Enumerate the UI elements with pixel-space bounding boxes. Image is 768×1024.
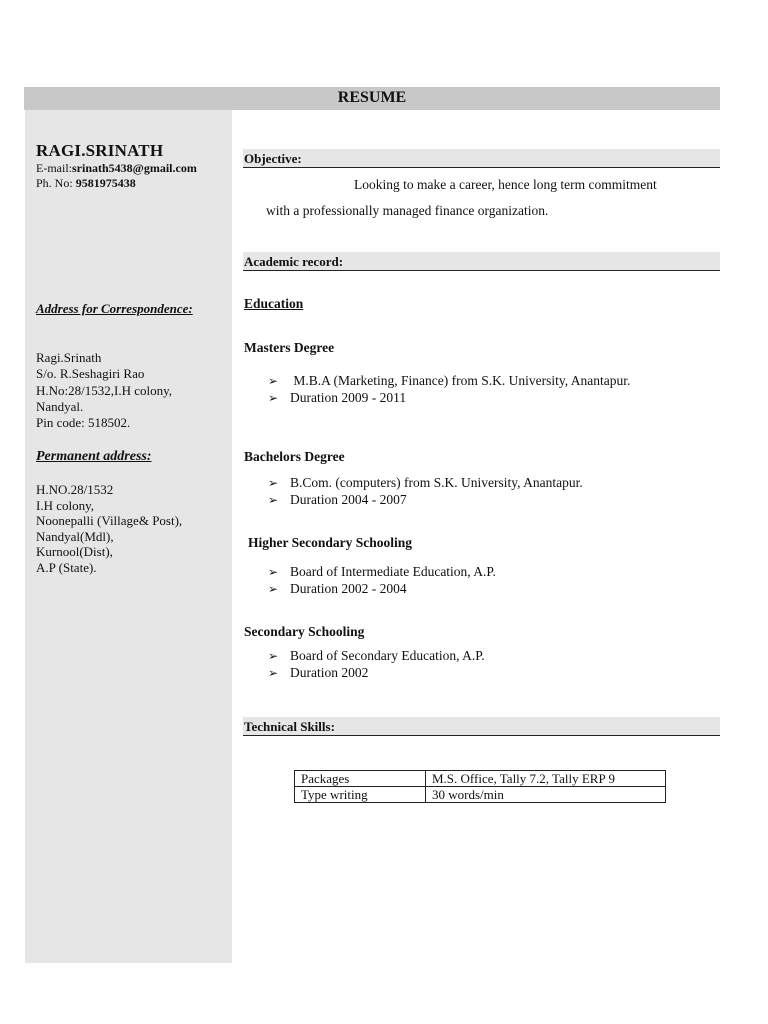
skills-heading: Technical Skills:: [243, 717, 720, 736]
address-line: Nandyal.: [36, 398, 84, 414]
secondary-label: Secondary Schooling: [244, 624, 365, 639]
address-line: A.P (State).: [36, 559, 97, 575]
item-text: Board of Secondary Education, A.P.: [290, 648, 485, 663]
academic-heading: Academic record:: [243, 252, 720, 271]
resume-title: RESUME: [24, 87, 720, 110]
correspondence-heading: Address for Correspondence:: [36, 301, 193, 316]
arrow-bullet-icon: ➢: [268, 565, 279, 579]
item-text: B.Com. (computers) from S.K. University, Anantapur.: [290, 475, 583, 490]
contact-block: [36, 161, 197, 191]
arrow-bullet-icon: ➢: [268, 476, 279, 490]
permanent-address: [36, 482, 182, 575]
objective-line-2: with a professionally managed finance organization.: [266, 203, 549, 218]
phone-label: Ph. No:: [36, 176, 76, 190]
address-line: H.No:28/1532,I.H colony,: [36, 382, 173, 398]
address-line: S/o. R.Seshagiri Rao: [36, 366, 145, 382]
address-line: Noonepalli (Village& Post),: [36, 513, 183, 528]
address-line: Pin code: 518502.: [36, 415, 131, 431]
secondary-list: [268, 648, 485, 681]
objective-text: [266, 172, 710, 224]
permanent-heading: Permanent address:: [36, 449, 152, 464]
correspondence-address: [36, 350, 172, 431]
email-line: [36, 161, 197, 176]
item-text: Duration 2002 - 2004: [290, 580, 407, 596]
objective-line-1: Looking to make a career, hence long term commitment: [354, 177, 657, 192]
arrow-bullet-icon: ➢: [268, 374, 279, 388]
email-label: E-mail:: [36, 161, 72, 175]
address-line: I.H colony,: [36, 497, 95, 513]
address-line: Kurnool(Dist),: [36, 544, 113, 559]
list-item: [268, 373, 630, 390]
arrow-bullet-icon: ➢: [268, 492, 279, 507]
education-label: Education: [244, 296, 304, 311]
list-item: [268, 581, 496, 598]
item-text: Board of Intermediate Education, A.P.: [290, 564, 496, 579]
table-cell: 30 words/min: [426, 787, 666, 803]
arrow-bullet-icon: ➢: [268, 665, 279, 680]
phone-value: 9581975438: [75, 176, 136, 190]
list-item: [268, 665, 485, 682]
table-cell: Packages: [295, 771, 426, 787]
address-line: H.NO.28/1532: [36, 482, 114, 497]
address-line: Nandyal(Mdl),: [36, 528, 114, 544]
phone-line: [36, 176, 197, 191]
address-line: Ragi.Srinath: [36, 350, 102, 365]
table-row: [295, 787, 666, 803]
objective-heading: Objective:: [243, 149, 720, 168]
table-cell: M.S. Office, Tally 7.2, Tally ERP 9: [426, 771, 666, 787]
item-text: Duration 2004 - 2007: [290, 491, 407, 507]
table-row: [295, 771, 666, 787]
email-value: srinath5438@gmail.com: [72, 161, 197, 175]
arrow-bullet-icon: ➢: [268, 581, 279, 596]
list-item: [268, 492, 583, 509]
candidate-name: RAGI.SRINATH: [36, 141, 164, 160]
list-item: [268, 564, 496, 581]
arrow-bullet-icon: ➢: [268, 390, 279, 405]
masters-label: Masters Degree: [244, 340, 335, 355]
bachelors-list: [268, 475, 583, 508]
list-item: [268, 390, 630, 407]
item-text: M.B.A (Marketing, Finance) from S.K. University, Anantapur.: [290, 373, 631, 388]
arrow-bullet-icon: ➢: [268, 649, 279, 663]
bachelors-label: Bachelors Degree: [244, 449, 345, 464]
higher-secondary-label: Higher Secondary Schooling: [248, 535, 413, 550]
list-item: [268, 648, 485, 665]
item-text: Duration 2009 - 2011: [290, 389, 407, 405]
higher-secondary-list: [268, 564, 496, 597]
skills-table: [294, 770, 666, 803]
masters-list: [268, 373, 630, 406]
list-item: [268, 475, 583, 492]
table-cell: Type writing: [295, 787, 426, 803]
item-text: Duration 2002: [290, 664, 369, 680]
